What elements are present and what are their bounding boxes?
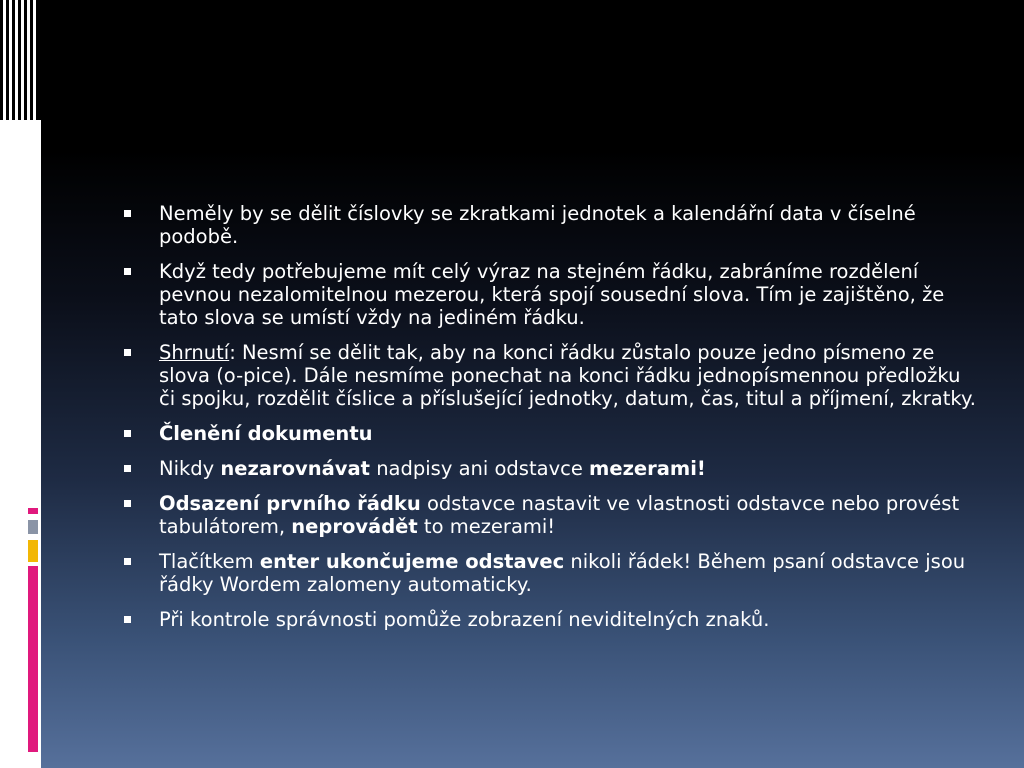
list-item	[120, 608, 980, 631]
pink-marker-small	[28, 508, 38, 514]
list-item	[120, 260, 980, 329]
top-left-bars-decoration	[0, 0, 41, 130]
bullet-text: nadpisy ani odstavce	[370, 457, 590, 480]
bullet-text: Nikdy	[159, 457, 221, 480]
list-item	[120, 457, 980, 480]
section-heading: Členění dokumentu	[159, 422, 373, 445]
list-item	[120, 422, 980, 445]
bullet-list	[120, 202, 980, 643]
bullet-text: : Nesmí se dělit tak, aby na konci řádku zůstalo pouze jedno písmeno ze slova (o-pice). Dále nesmíme ponechat na konci řádku jednopísmennou předložku či spojku, rozdělit číslice a příslušející jednotky, datum, čas, titul a příjmení, zkratky.	[159, 341, 976, 410]
list-item	[120, 202, 980, 248]
bullet-text: Při kontrole správnosti pomůže zobrazení neviditelných znaků.	[159, 608, 770, 631]
list-item	[120, 341, 980, 410]
bold-text: neprovádět	[291, 515, 418, 538]
yellow-marker	[28, 540, 38, 562]
bold-text: nezarovnávat	[220, 457, 370, 480]
bold-text: enter ukončujeme odstavec	[259, 550, 565, 573]
gray-marker	[28, 520, 38, 534]
bullet-text: Neměly by se dělit číslovky se zkratkami jednotek a kalendářní data v číselné podobě.	[159, 202, 916, 248]
bullet-text: nikoli řádek! Během psaní odstavce jsou řádky Wordem zalomeny automaticky.	[159, 550, 966, 596]
pink-marker-tall	[28, 566, 38, 752]
left-decorative-strip	[0, 0, 41, 768]
list-item	[120, 550, 980, 596]
bullet-text: Tlačítkem	[159, 550, 260, 573]
bullet-text: odstavce nastavit ve vlastnosti odstavce nebo provést tabulátorem,	[159, 492, 960, 538]
summary-label: Shrnutí	[159, 341, 230, 364]
bold-text: Odsazení prvního řádku	[159, 492, 421, 515]
bullet-text: to mezerami!	[417, 515, 556, 538]
bold-text: mezerami!	[589, 457, 706, 480]
list-item	[120, 492, 980, 538]
bullet-text: Když tedy potřebujeme mít celý výraz na stejném řádku, zabráníme rozdělení pevnou nezalomitelnou mezerou, která spojí sousední slova. Tím je zajištěno, že tato slova se umístí vždy na jediném řádku.	[159, 260, 945, 329]
